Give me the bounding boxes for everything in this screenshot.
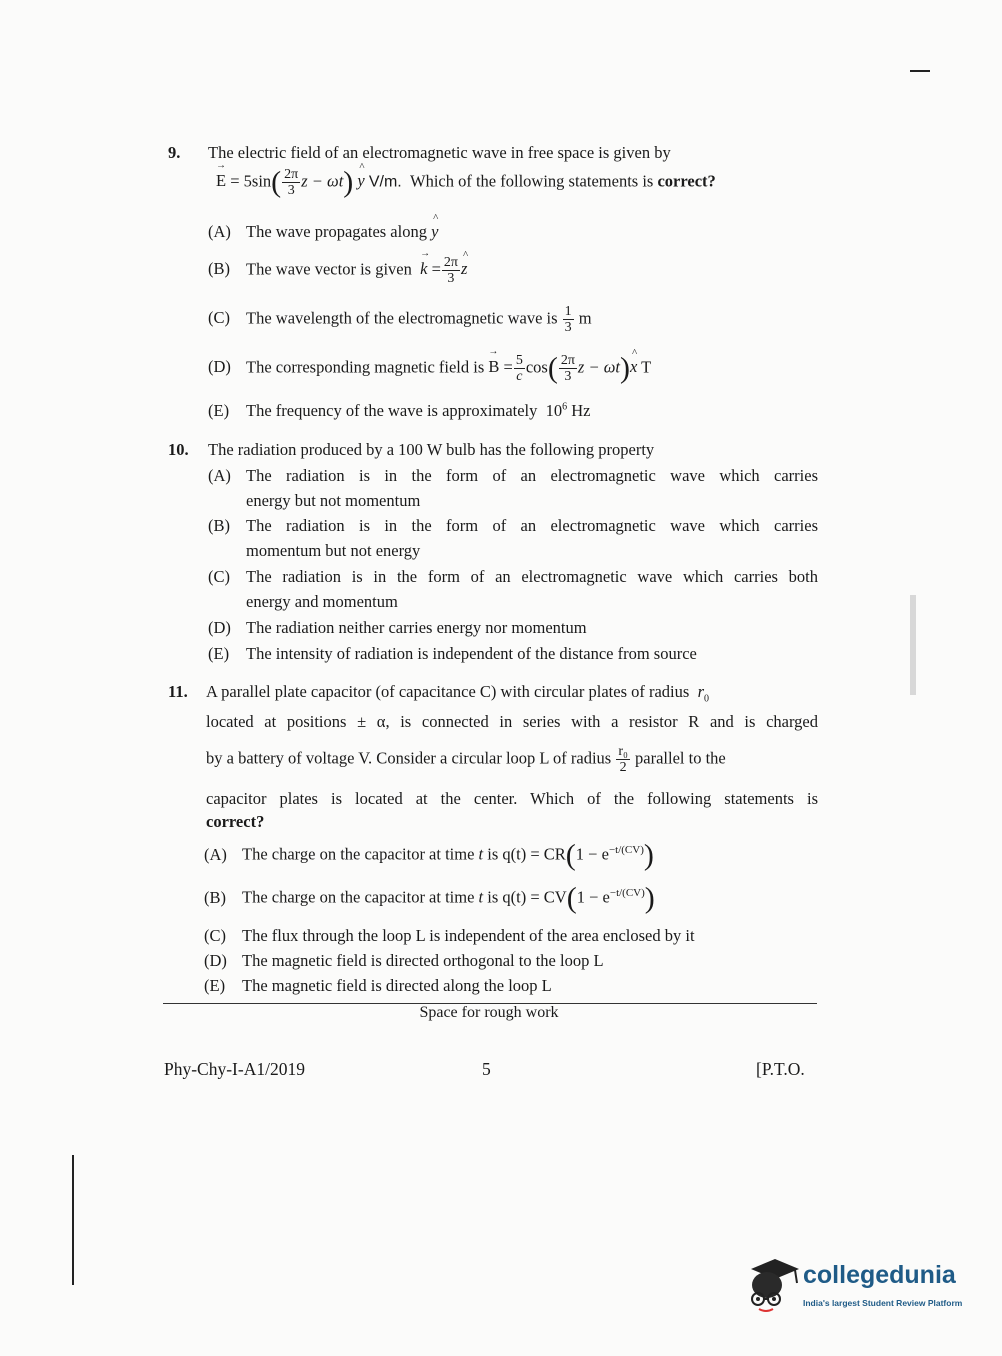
scan-edge-mark [910, 70, 930, 72]
question-10 [168, 440, 818, 670]
option-a: (A) The charge on the capacitor at time t is $q(t) = CR(1 - e^{-t/(CV)})$ [204, 838, 654, 872]
option-e: (E) The magnetic field is directed along the loop L [204, 976, 552, 995]
option-c-cont: energy and momentum [246, 592, 398, 611]
question-number: 9. [168, 143, 181, 162]
question-stem: The radiation produced by a 100 W bulb has the following property [208, 440, 655, 459]
collegedunia-logo: collegedunia India's largest Student Review Platform [745, 1255, 970, 1315]
scan-shadow [910, 595, 916, 695]
option-e: (E) The intensity of radiation is independent of the distance from source [208, 644, 697, 663]
option-a: (A) The wave propagates along ^ y [208, 222, 438, 242]
option-d: (D) The magnetic field is directed orthogonal to the loop L [204, 951, 604, 970]
option-d: (D) The corresponding magnetic field is → B = $\frac{5}{c}$ cos( $\frac{2\pi}{3}$ z − ωt)^ x T [208, 353, 651, 384]
paper-code: Phy-Chy-I-A1/2019 [164, 1059, 305, 1079]
page-number: 5 [482, 1059, 491, 1079]
equation-line: → E = 5sin( $\frac{2\pi}{3}$ z − ωt) ^ y V/m. Which of the following statements is correct? [216, 167, 716, 198]
option-a-cont: energy but not momentum [246, 491, 421, 510]
option-b-cont: momentum but not energy [246, 541, 421, 560]
graduate-mascot-icon [745, 1255, 801, 1313]
question-11: 11. A parallel plate capacitor (of capacitance C) with circular plates of radius $r_0$ located at positions ± α, is connected in series with a resistor R and is charged by a battery of voltage V. Consider a circular loop L of radius $\frac{\text{r₀}}{2}$ parallel to the capacitor plates is located at the center. Which of the following statements is correct? (A) The charge on the capacitor at time t is $q(t) = CR(1 - e^{-t/(CV)})$ (B) The charge on the capacitor at time t is $q(t) = CV(1 - e^{-t/(CV)})$ (C) The flux through the loop L is independent of the area enclosed by it (D) The magnetic field is directed orthogonal to the loop L (E) The magnetic field is directed along the loop L [168, 682, 818, 995]
question-number: 11. [168, 682, 188, 701]
option-c: (C) The flux through the loop L is independent of the area enclosed by it [204, 926, 695, 945]
option-a: (A) The radiation is in the form of an electromagnetic wave which carries [208, 466, 818, 485]
question-9 [168, 143, 818, 433]
option-c: (C) The radiation is in the form of an electromagnetic wave which carries both [208, 567, 818, 586]
option-c: (C) The wavelength of the electromagnetic wave is $\frac{1}{3}$ m [208, 304, 592, 335]
option-b: (B) The radiation is in the form of an electromagnetic wave which carries [208, 516, 818, 535]
rough-work-label: Space for rough work [419, 1004, 559, 1021]
option-b: (B) The charge on the capacitor at time t is $q(t) = CV(1 - e^{-t/(CV)})$ [204, 881, 655, 915]
option-e: (E) The frequency of the wave is approximately $10^6$ Hz [208, 401, 591, 420]
question-number: 10. [168, 440, 189, 459]
scan-edge-mark [72, 1155, 74, 1285]
pto-label: [P.T.O. [756, 1059, 805, 1079]
question-stem: The electric field of an electromagnetic wave in free space is given by [208, 143, 671, 162]
option-b: (B) The wave vector is given → k = $\frac{2\pi}{3}$ ^ z [208, 255, 467, 286]
option-d: (D) The radiation neither carries energy nor momentum [208, 618, 587, 637]
